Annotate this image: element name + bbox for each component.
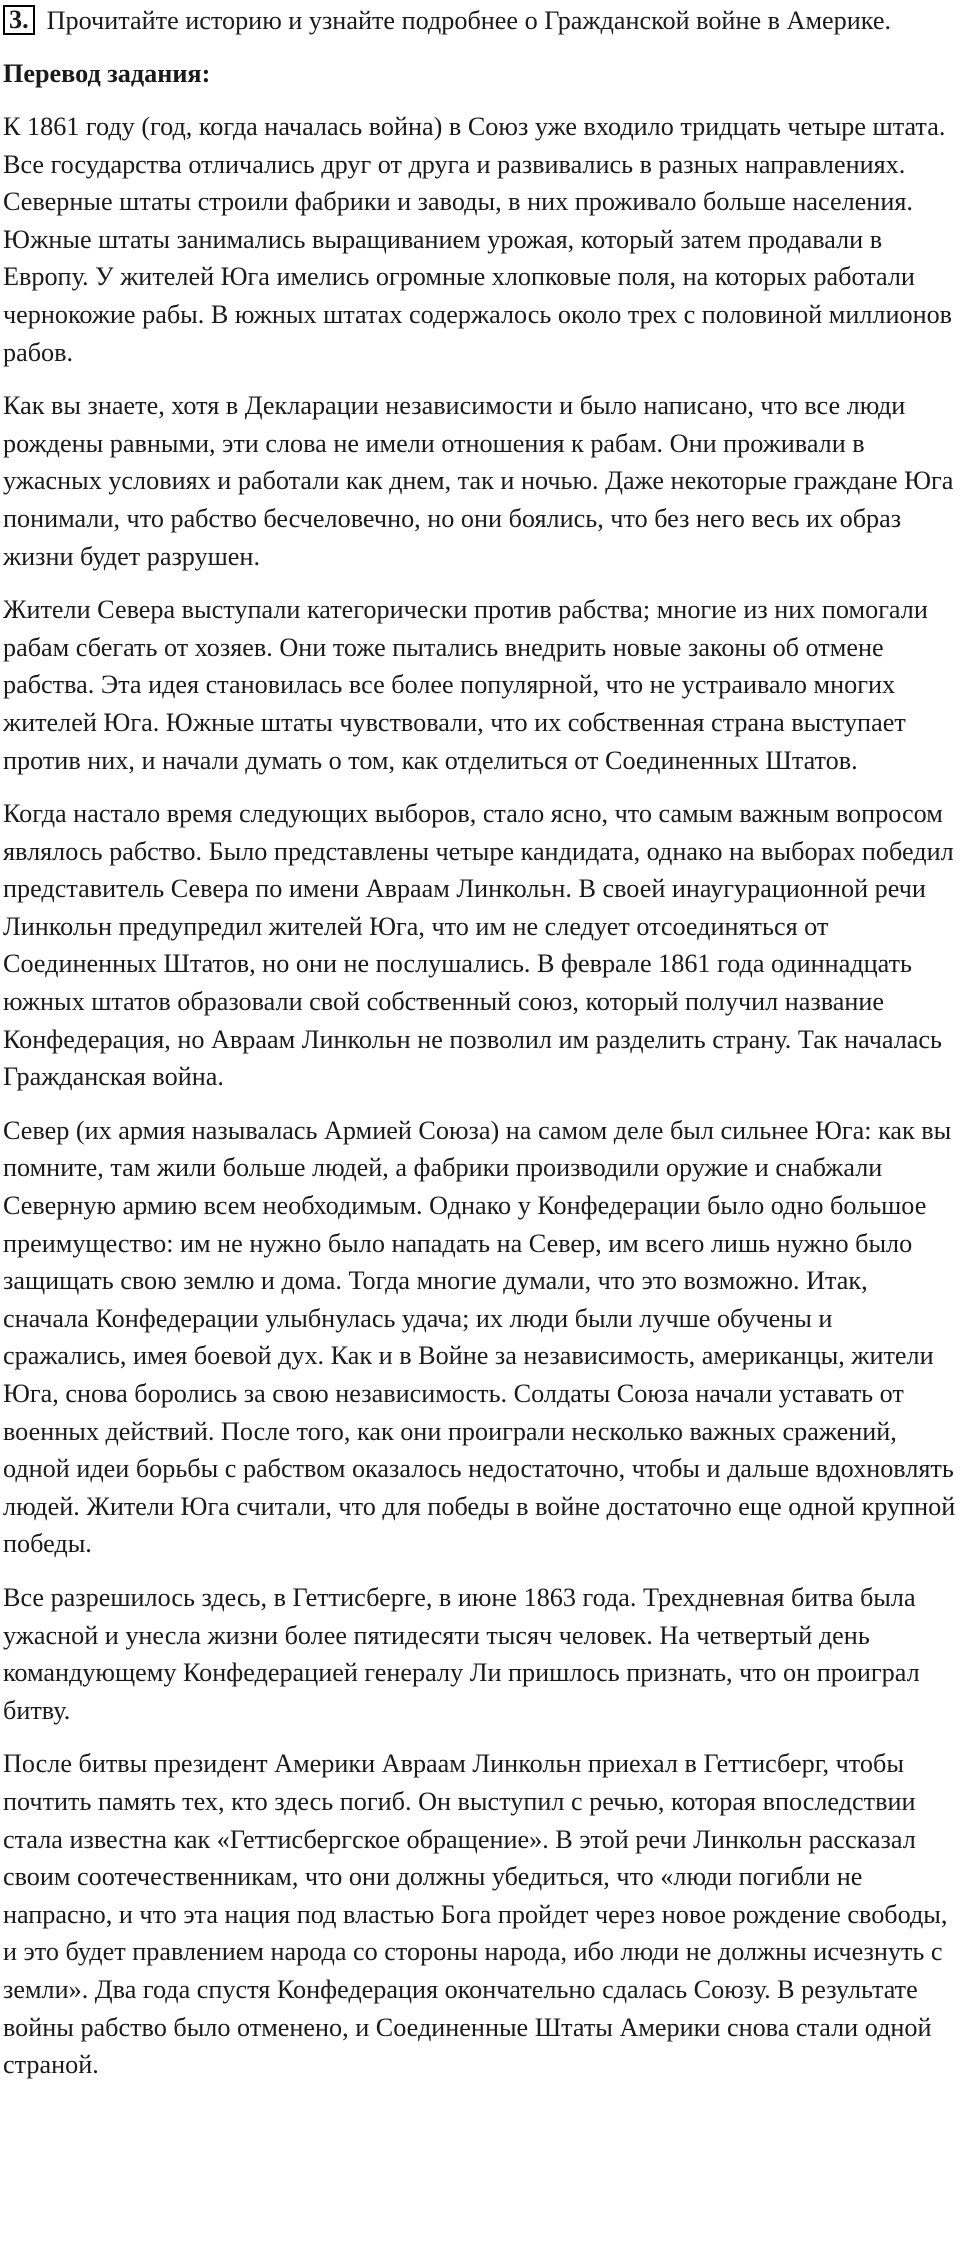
paragraph-4: Когда настало время следующих выборов, стало ясно, что самым важным вопросом являлось рабство. Было представлены четыре кандидата, однако на выборах победил представитель Севера по имени Авраам Линкольн. В своей инаугурационной речи Линкольн предупредил жителей Юга, что им не следует отсоединяться от Соединенных Штатов, но они не послушались. В феврале 1861 года одиннадцать южных штатов образовали свой собственный союз, который получил название Конфедерация, но Авраам Линкольн не позволил им разделить страну. Так началась Гражданская война. — [3, 799, 954, 1092]
paragraph-5: Север (их армия называлась Армией Союза) на самом деле был сильнее Юга: как вы помните, там жили больше людей, а фабрики производили оружие и снабжали Северную армию всем необходимым. Однако у Конфедерации было одно большое преимущество: им не нужно было нападать на Север, им всего лишь нужно было защищать свою землю и дома. Тогда многие думали, что это возможно. Итак, сначала Конфедерации улыбнулась удача; их люди были лучше обучены и сражались, имея боевой дух. Как и в Войне за независимость, американцы, жители Юга, снова боролись за свою независимость. Солдаты Союза начали уставать от военных действий. После того, как они проиграли несколько важных сражений, одной идеи борьбы с рабством оказалось недостаточно, чтобы и дальше вдохновлять людей. Жители Юга считали, что для победы в войне достаточно еще одной крупной победы. — [3, 1115, 956, 1559]
task-number-box: 3. — [3, 5, 35, 35]
paragraph-7: После битвы президент Америки Авраам Линкольн приехал в Геттисберг, чтобы почтить память тех, кто здесь погиб. Он выступил с речью, которая впоследствии стала известна как «Геттисбергское обращение». В этой речи Линкольн рассказал своим соотечественникам, что они должны убедиться, что «люди погибли не напрасно, и что эта нация под властью Бога пройдет через новое рождение свободы, и это будет правлением народа со стороны народа, ибо люди не должны исчезнуть с земли». Два года спустя Конфедерация окончательно сдалась Союзу. В результате войны рабство было отменено, и Соединенные Штаты Америки снова стали одной страной. — [3, 1749, 948, 2080]
paragraph-6: Все разрешилось здесь, в Геттисберге, в июне 1863 года. Трехдневная битва была ужасной и унесла жизни более пятидесяти тысяч человек. На четвертый день командующему Конфедерацией генералу Ли пришлось признать, что он проиграл битву. — [3, 1582, 920, 1725]
paragraph-1: К 1861 году (год, когда началась война) в Союз уже входило тридцать четыре штата. Все государства отличались друг от друга и развивались в разных направлениях. Северные штаты строили фабрики и заводы, в них проживало больше населения. Южные штаты занимались выращиванием урожая, который затем продавали в Европу. У жителей Юга имелись огромные хлопковые поля, на которых работали чернокожие рабы. В южных штатах содержалось около трех с половиной миллионов рабов. — [3, 112, 953, 367]
translation-heading: Перевод задания: — [3, 59, 211, 88]
paragraph-2: Как вы знаете, хотя в Декларации независимости и было написано, что все люди рождены равными, эти слова не имели отношения к рабам. Они проживали в ужасных условиях и работали как днем, так и ночью. Даже некоторые граждане Юга понимали, что рабство бесчеловечно, но они боялись, что без него весь их образ жизни будет разрушен. — [3, 391, 954, 571]
paragraph-3: Жители Севера выступали категорически против рабства; многие из них помогали рабам сбегать от хозяев. Они тоже пытались внедрить новые законы об отмене рабства. Эта идея становилась все более популярной, что не устраивало многих жителей Юга. Южные штаты чувствовали, что их собственная страна выступает против них, и начали думать о том, как отделиться от Соединенных Штатов. — [3, 595, 928, 775]
task-header — [3, 0, 958, 39]
task-instruction: Прочитайте историю и узнайте подробнее о Гражданской войне в Америке. — [46, 6, 891, 35]
